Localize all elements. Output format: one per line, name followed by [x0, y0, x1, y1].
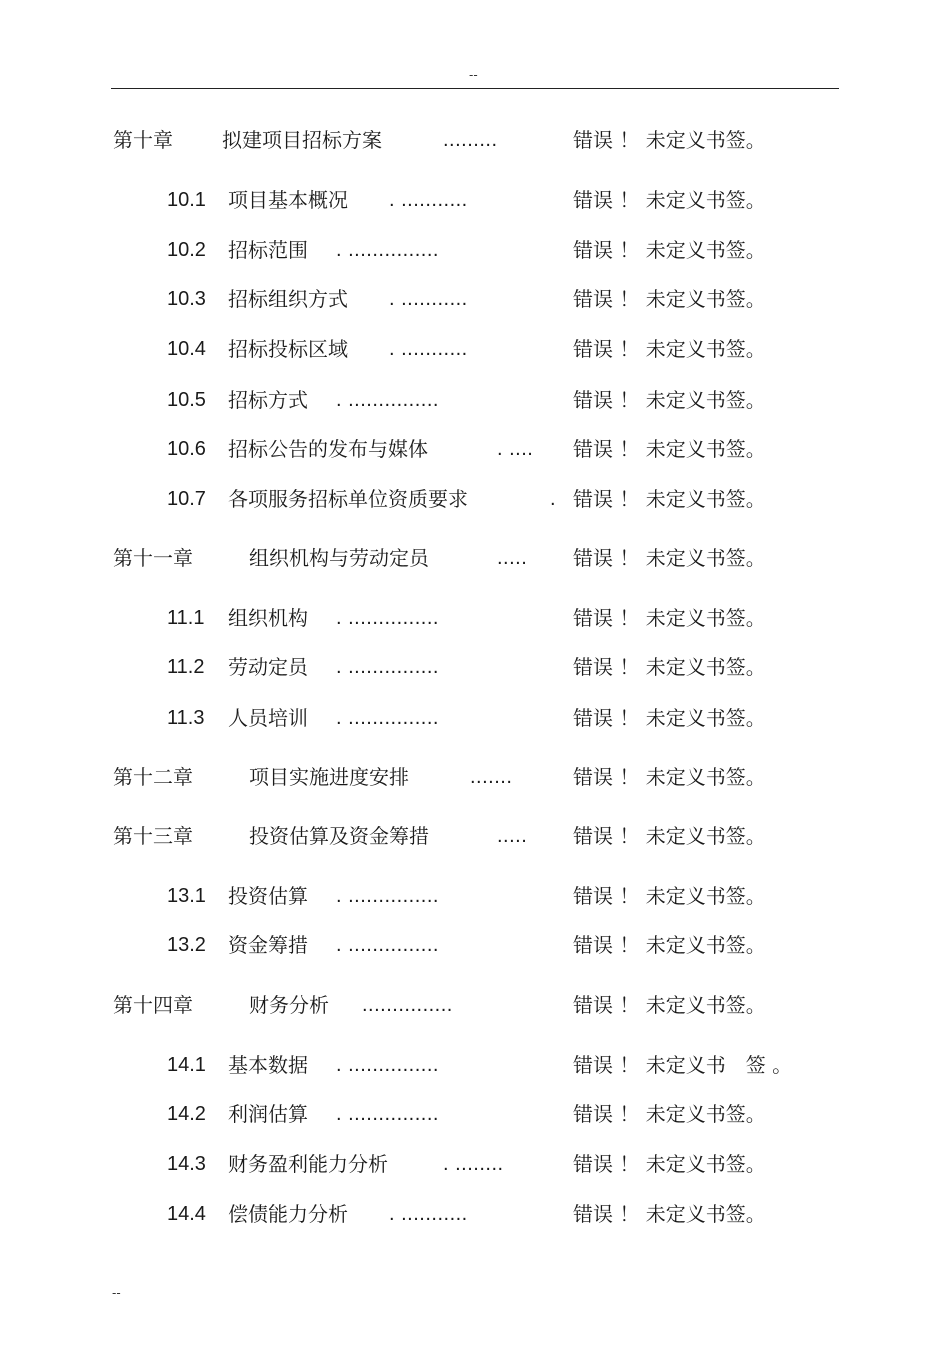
toc-entry-page: 错误 ！ 未定义书签。	[573, 546, 766, 570]
toc-entry-title: 招标方式	[228, 388, 308, 412]
toc-entry-title: 组织机构	[228, 606, 308, 630]
page-footer-mark: --	[112, 1286, 121, 1300]
toc-entry-page: 错误 ！ 未定义书签。	[573, 1102, 766, 1126]
toc-entry-title: 投资估算	[228, 884, 308, 908]
toc-entry-number: 10.6	[167, 438, 206, 460]
toc-leader: . ...........	[389, 338, 468, 360]
toc-entry-page: 错误 ！ 未定义书签。	[573, 765, 766, 789]
toc-entry-number: 10.3	[167, 288, 206, 310]
toc-entry-title: 各项服务招标单位资质要求	[228, 487, 468, 511]
toc-entry-page: 错误 ！ 未定义书签。	[573, 287, 766, 311]
toc-leader: .....	[497, 825, 528, 847]
toc-entry-chapter-11[interactable]	[0, 543, 950, 573]
toc-entry-title: 基本数据	[228, 1053, 308, 1077]
toc-entry-page: 错误 ！ 未定义书签。	[573, 933, 766, 957]
toc-entry-page: 错误 ！ 未定义书签。	[573, 388, 766, 412]
toc-entry-14-2[interactable]	[0, 1099, 950, 1129]
toc-entry-page: 错误 ！ 未定义书签。	[573, 188, 766, 212]
toc-leader: . ....	[497, 438, 534, 460]
toc-entry-number: 11.3	[167, 707, 205, 729]
toc-leader: . ...............	[336, 607, 439, 629]
toc-leader: . ...............	[336, 1103, 439, 1125]
toc-entry-chapter-14[interactable]	[0, 990, 950, 1020]
toc-entry-number: 第十一章	[113, 546, 193, 570]
toc-entry-title: 招标公告的发布与媒体	[228, 437, 428, 461]
toc-entry-title: 资金筹措	[228, 933, 308, 957]
toc-entry-10-6[interactable]	[0, 434, 950, 464]
toc-entry-title: 偿债能力分析	[228, 1202, 348, 1226]
toc-entry-14-4[interactable]	[0, 1199, 950, 1229]
toc-entry-page: 错误 ！ 未定义书签。	[573, 238, 766, 262]
toc-entry-number: 10.5	[167, 389, 206, 411]
toc-entry-page: 错误 ！ 未定义书签。	[573, 128, 766, 152]
toc-leader: .....	[497, 547, 528, 569]
toc-entry-title: 人员培训	[228, 706, 308, 730]
toc-entry-number: 11.2	[167, 656, 205, 678]
toc-entry-page: 错误 ！ 未定义书签。	[573, 884, 766, 908]
toc-entry-number: 第十三章	[113, 824, 193, 848]
toc-entry-number: 10.4	[167, 338, 206, 360]
toc-entry-11-2[interactable]	[0, 652, 950, 682]
toc-entry-title: 劳动定员	[228, 655, 308, 679]
toc-entry-title: 投资估算及资金筹措	[249, 824, 429, 848]
toc-leader: .	[550, 488, 557, 510]
toc-entry-title: 财务盈利能力分析	[228, 1152, 388, 1176]
toc-entry-13-1[interactable]	[0, 881, 950, 911]
toc-entry-page: 错误 ！ 未定义书签。	[573, 437, 766, 461]
toc-entry-page: 错误 ！ 未定义书签。	[573, 824, 766, 848]
toc-entry-number: 14.3	[167, 1153, 206, 1175]
toc-entry-10-3[interactable]	[0, 284, 950, 314]
toc-entry-page: 错误 ！ 未定义书签。	[573, 993, 766, 1017]
toc-entry-title: 项目基本概况	[228, 188, 348, 212]
toc-entry-14-1[interactable]	[0, 1050, 950, 1080]
toc-entry-number: 14.4	[167, 1203, 206, 1225]
toc-leader: .........	[443, 129, 498, 151]
toc-leader: . ...............	[336, 1054, 439, 1076]
toc-entry-number: 13.2	[167, 934, 206, 956]
toc-entry-number: 第十二章	[113, 765, 193, 789]
toc-entry-number: 10.1	[167, 189, 206, 211]
toc-entry-page: 错误 ！ 未定义书 签 。	[573, 1053, 793, 1077]
toc-leader: . ...........	[389, 288, 468, 310]
toc-entry-title: 招标组织方式	[228, 287, 348, 311]
toc-leader: . ...............	[336, 934, 439, 956]
toc-entry-page: 错误 ！ 未定义书签。	[573, 655, 766, 679]
toc-entry-title: 财务分析	[249, 993, 329, 1017]
toc-leader: . ...........	[389, 189, 468, 211]
toc-leader: . ...........	[389, 1203, 468, 1225]
toc-leader: . ...............	[336, 656, 439, 678]
toc-entry-page: 错误 ！ 未定义书签。	[573, 1202, 766, 1226]
toc-entry-number: 10.2	[167, 239, 206, 261]
toc-entry-11-3[interactable]	[0, 703, 950, 733]
toc-entry-number: 第十章	[113, 128, 173, 152]
toc-entry-page: 错误 ！ 未定义书签。	[573, 706, 766, 730]
toc-entry-title: 组织机构与劳动定员	[249, 546, 429, 570]
toc-entry-10-1[interactable]	[0, 185, 950, 215]
page-header-mark: --	[469, 68, 478, 82]
toc-entry-10-2[interactable]	[0, 235, 950, 265]
toc-leader: . ........	[443, 1153, 504, 1175]
toc-leader: . ...............	[336, 707, 439, 729]
toc-leader: . ...............	[336, 885, 439, 907]
toc-entry-number: 13.1	[167, 885, 206, 907]
toc-leader: . ...............	[336, 389, 439, 411]
toc-entry-title: 招标范围	[228, 238, 308, 262]
toc-entry-title: 利润估算	[228, 1102, 308, 1126]
toc-entry-14-3[interactable]	[0, 1149, 950, 1179]
toc-entry-chapter-12[interactable]	[0, 762, 950, 792]
toc-entry-page: 错误 ！ 未定义书签。	[573, 606, 766, 630]
toc-entry-page: 错误 ！ 未定义书签。	[573, 1152, 766, 1176]
toc-leader: .......	[470, 766, 513, 788]
toc-leader: ...............	[362, 994, 453, 1016]
toc-entry-title: 项目实施进度安排	[249, 765, 409, 789]
toc-entry-chapter-13[interactable]	[0, 821, 950, 851]
toc-entry-10-4[interactable]	[0, 334, 950, 364]
toc-entry-page: 错误 ！ 未定义书签。	[573, 487, 766, 511]
toc-entry-number: 11.1	[167, 607, 205, 629]
toc-entry-title: 拟建项目招标方案	[222, 128, 382, 152]
toc-entry-number: 14.1	[167, 1054, 206, 1076]
toc-leader: . ...............	[336, 239, 439, 261]
toc-entry-page: 错误 ！ 未定义书签。	[573, 337, 766, 361]
toc-entry-chapter-10[interactable]	[0, 125, 950, 155]
toc-entry-10-7[interactable]	[0, 484, 950, 514]
toc-entry-number: 第十四章	[113, 993, 193, 1017]
toc-entry-number: 10.7	[167, 488, 206, 510]
toc-entry-11-1[interactable]	[0, 603, 950, 633]
toc-entry-title: 招标投标区域	[228, 337, 348, 361]
toc-entry-number: 14.2	[167, 1103, 206, 1125]
toc-entry-13-2[interactable]	[0, 930, 950, 960]
toc-entry-10-5[interactable]	[0, 385, 950, 415]
